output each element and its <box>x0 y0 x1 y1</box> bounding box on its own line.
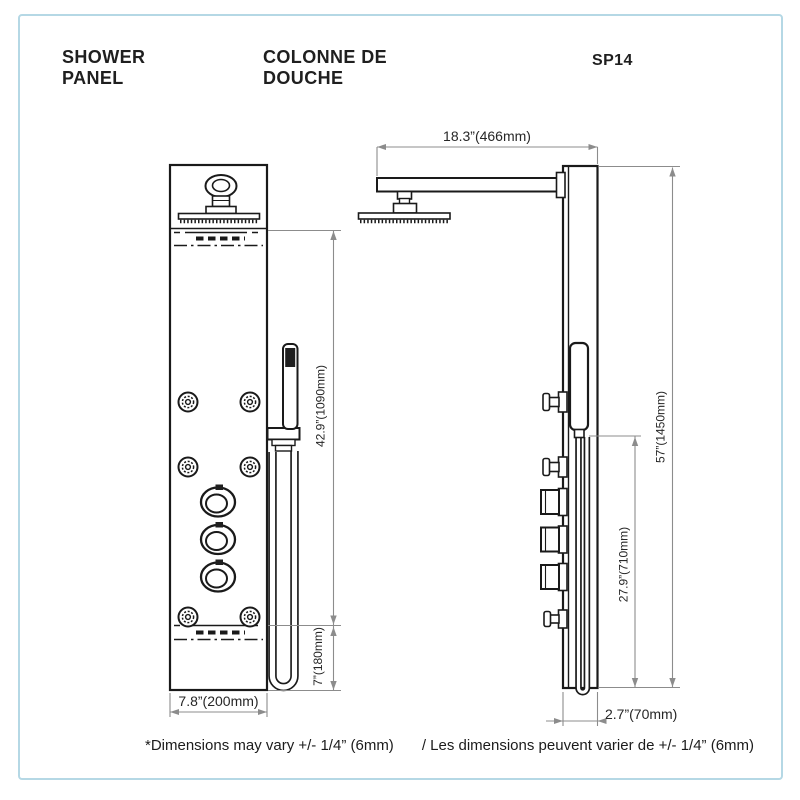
dim-bottom-section-height <box>268 627 341 691</box>
control-knob-side <box>541 526 567 553</box>
title-en-line1: SHOWER <box>62 47 146 67</box>
dim-handshower-height <box>268 231 341 691</box>
body-jet <box>179 458 198 477</box>
rain-shower-head-side <box>359 192 451 222</box>
dim-label-valve-height: 27.9”(710mm) <box>616 526 631 603</box>
hand-shower-side <box>570 343 588 438</box>
body-jet <box>241 458 260 477</box>
title-en-line2: PANEL <box>62 68 124 88</box>
hand-shower-spray-face <box>285 348 295 367</box>
tolerance-note-fr: / Les dimensions peuvent varier de +/- 1/4” (6mm) <box>421 737 755 754</box>
control-knob-side <box>541 564 567 591</box>
model-number: SP14 <box>592 52 633 69</box>
body-jet <box>179 393 198 412</box>
dim-panel-depth <box>546 692 677 726</box>
dim-label-bottom-section-height: 7”(180mm) <box>311 627 325 686</box>
body-jet <box>179 608 198 627</box>
dim-label-arm-width: 18.3”(466mm) <box>443 128 531 144</box>
dim-label-panel-depth: 2.7”(70mm) <box>605 706 678 722</box>
title-fr-line1: COLONNE DE <box>263 47 388 67</box>
dim-total-height <box>599 167 680 688</box>
title-fr-line2: DOUCHE <box>263 68 344 88</box>
shower-hose-front <box>273 451 295 687</box>
dim-label-handshower-height: 42.9”(1090mm) <box>313 364 328 448</box>
control-knob-side <box>541 489 567 516</box>
side-view <box>359 166 598 692</box>
dim-label-panel-width: 7.8”(200mm) <box>178 693 259 709</box>
body-jet-side <box>543 457 567 477</box>
body-jet <box>241 393 260 412</box>
body-jet <box>241 608 260 627</box>
body-jet-side <box>544 610 567 628</box>
dim-label-total-height: 57”(1450mm) <box>653 390 668 464</box>
shower-arm-mount-front <box>206 175 237 214</box>
hand-shower-front <box>268 344 300 451</box>
tolerance-note <box>145 737 754 754</box>
body-jet-side <box>543 392 567 412</box>
dim-panel-width <box>170 693 267 717</box>
tolerance-note-en: *Dimensions may vary +/- 1/4” (6mm) <box>145 737 394 754</box>
front-view <box>170 165 300 690</box>
